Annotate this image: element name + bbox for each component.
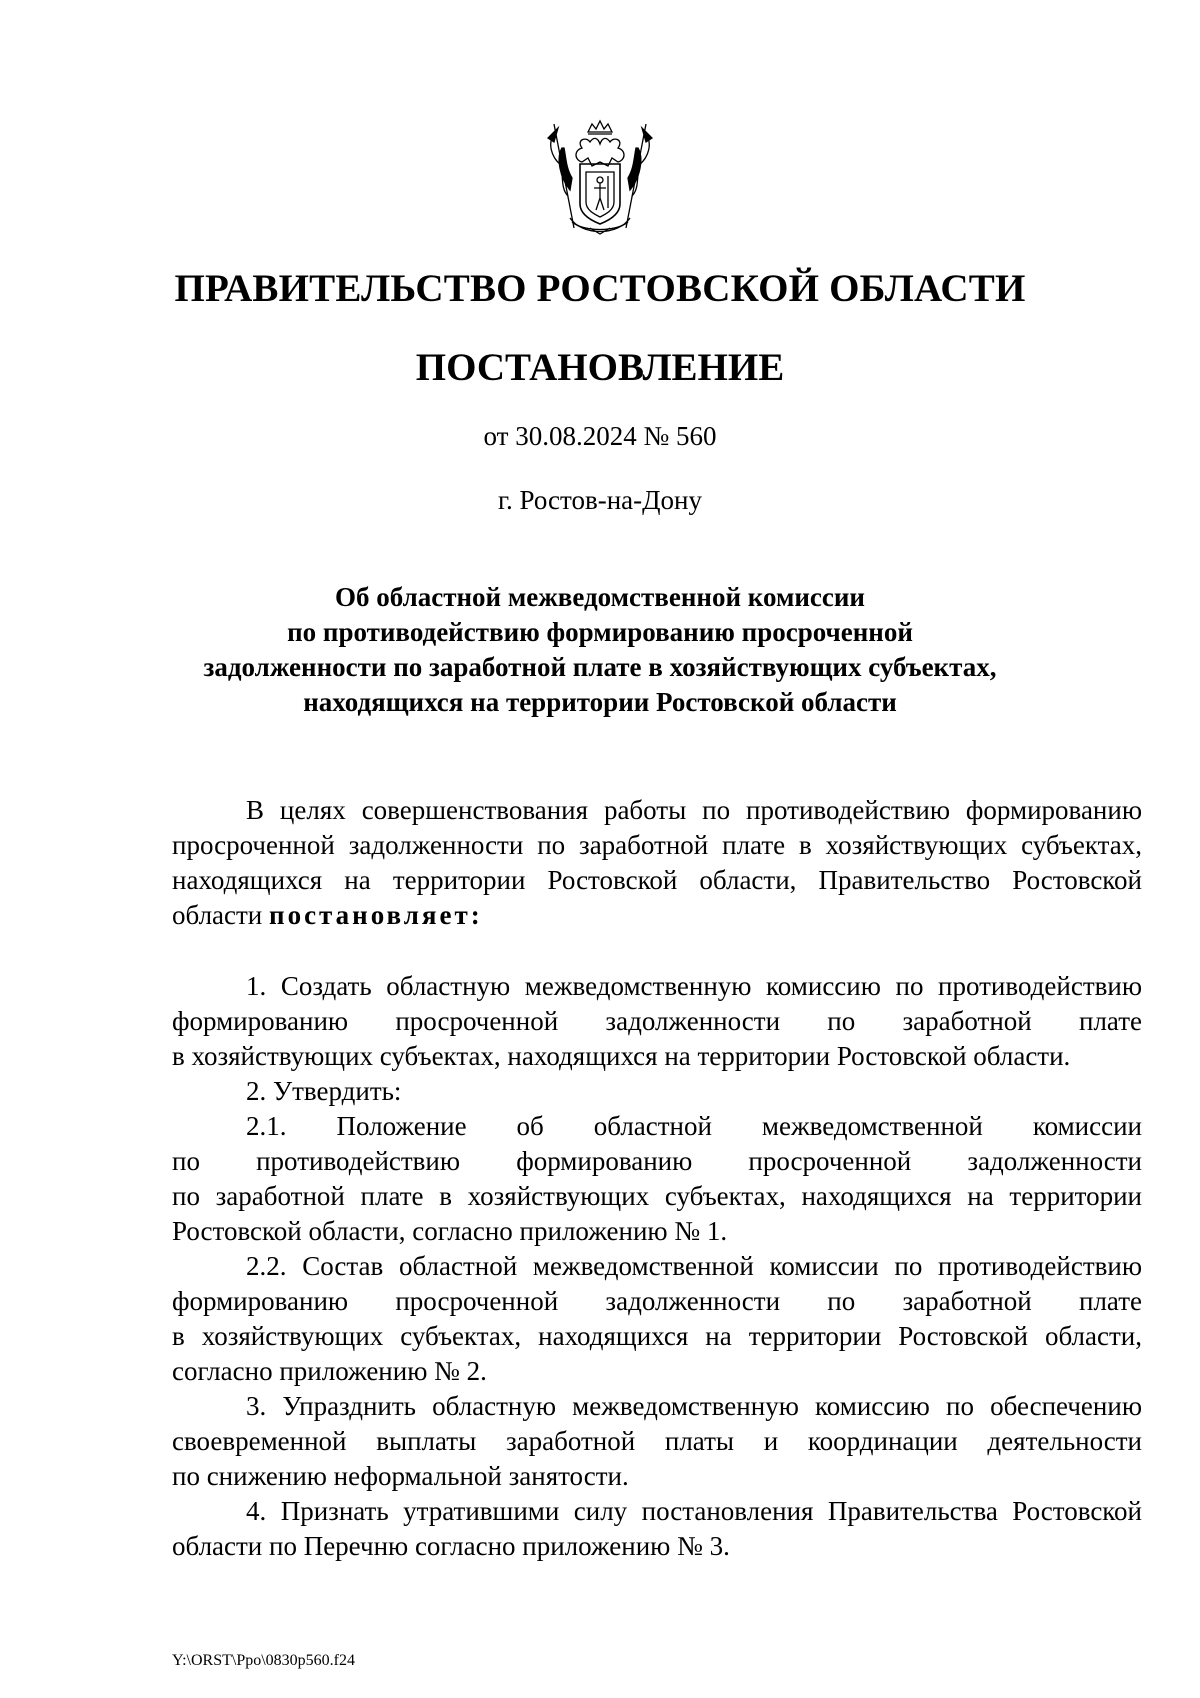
document-subject bbox=[0, 580, 1200, 720]
preamble-prefix: области bbox=[172, 900, 270, 930]
coat-of-arms-icon bbox=[542, 118, 658, 238]
item-line: 2.1. Положение об областной межведомственной комиссии bbox=[246, 1111, 1142, 1141]
item-line: по противодействию формированию просроченной задолженности bbox=[172, 1146, 1142, 1176]
item-line: своевременной выплаты заработной платы и координации деятельности bbox=[172, 1426, 1142, 1456]
document-city: г. Ростов-на-Дону bbox=[497, 485, 702, 515]
subject-line: по противодействию формированию просроченной bbox=[287, 617, 913, 647]
item-line: 2. Утвердить: bbox=[246, 1076, 402, 1106]
preamble-paragraph bbox=[172, 793, 1142, 933]
item-2 bbox=[172, 1074, 1142, 1109]
item-line: области по Перечню согласно приложению № 3. bbox=[172, 1531, 730, 1561]
document-type: ПОСТАНОВЛЕНИЕ bbox=[415, 346, 785, 389]
item-line: в хозяйствующих субъектах, находящихся на территории Ростовской области, bbox=[172, 1321, 1142, 1351]
preamble-line: находящихся на территории Ростовской области, Правительство Ростовской bbox=[172, 865, 1142, 895]
file-path-footer: Y:\ORST\Ppo\0830p560.f24 bbox=[172, 1652, 355, 1669]
subject-line: Об областной межведомственной комиссии bbox=[335, 582, 865, 612]
item-line: формированию просроченной задолженности по заработной плате bbox=[172, 1286, 1142, 1316]
subject-line: задолженности по заработной плате в хозяйствующих субъектах, bbox=[203, 652, 997, 682]
item-line: в хозяйствующих субъектах, находящихся на территории Ростовской области. bbox=[172, 1041, 1071, 1071]
item-3 bbox=[172, 1389, 1142, 1494]
item-2-2 bbox=[172, 1249, 1142, 1389]
item-line: 1. Создать областную межведомственную комиссию по противодействию bbox=[246, 971, 1142, 1001]
item-line: по снижению неформальной занятости. bbox=[172, 1461, 629, 1491]
government-title: ПРАВИТЕЛЬСТВО РОСТОВСКОЙ ОБЛАСТИ bbox=[174, 267, 1026, 310]
item-line: 3. Упразднить областную межведомственную комиссию по обеспечению bbox=[246, 1391, 1142, 1421]
item-line: 4. Признать утратившими силу постановления Правительства Ростовской bbox=[246, 1496, 1142, 1526]
item-line: 2.2. Состав областной межведомственной комиссии по противодействию bbox=[246, 1251, 1142, 1281]
item-line: согласно приложению № 2. bbox=[172, 1356, 487, 1386]
preamble-line: просроченной задолженности по заработной плате в хозяйствующих субъектах, bbox=[172, 830, 1142, 860]
item-1 bbox=[172, 969, 1142, 1074]
preamble-line bbox=[172, 898, 1142, 933]
item-line: по заработной плате в хозяйствующих субъектах, находящихся на территории bbox=[172, 1181, 1142, 1211]
resolution-items bbox=[172, 969, 1142, 1564]
item-2-1 bbox=[172, 1109, 1142, 1249]
decree-word: постановляет: bbox=[269, 900, 483, 930]
preamble-line: В целях совершенствования работы по противодействию формированию bbox=[246, 795, 1142, 825]
document-date-number: от 30.08.2024 № 560 bbox=[483, 421, 717, 451]
item-line: формированию просроченной задолженности по заработной плате bbox=[172, 1006, 1142, 1036]
subject-line: находящихся на территории Ростовской области bbox=[303, 687, 897, 717]
item-line: Ростовской области, согласно приложению № 1. bbox=[172, 1216, 728, 1246]
item-4 bbox=[172, 1494, 1142, 1564]
